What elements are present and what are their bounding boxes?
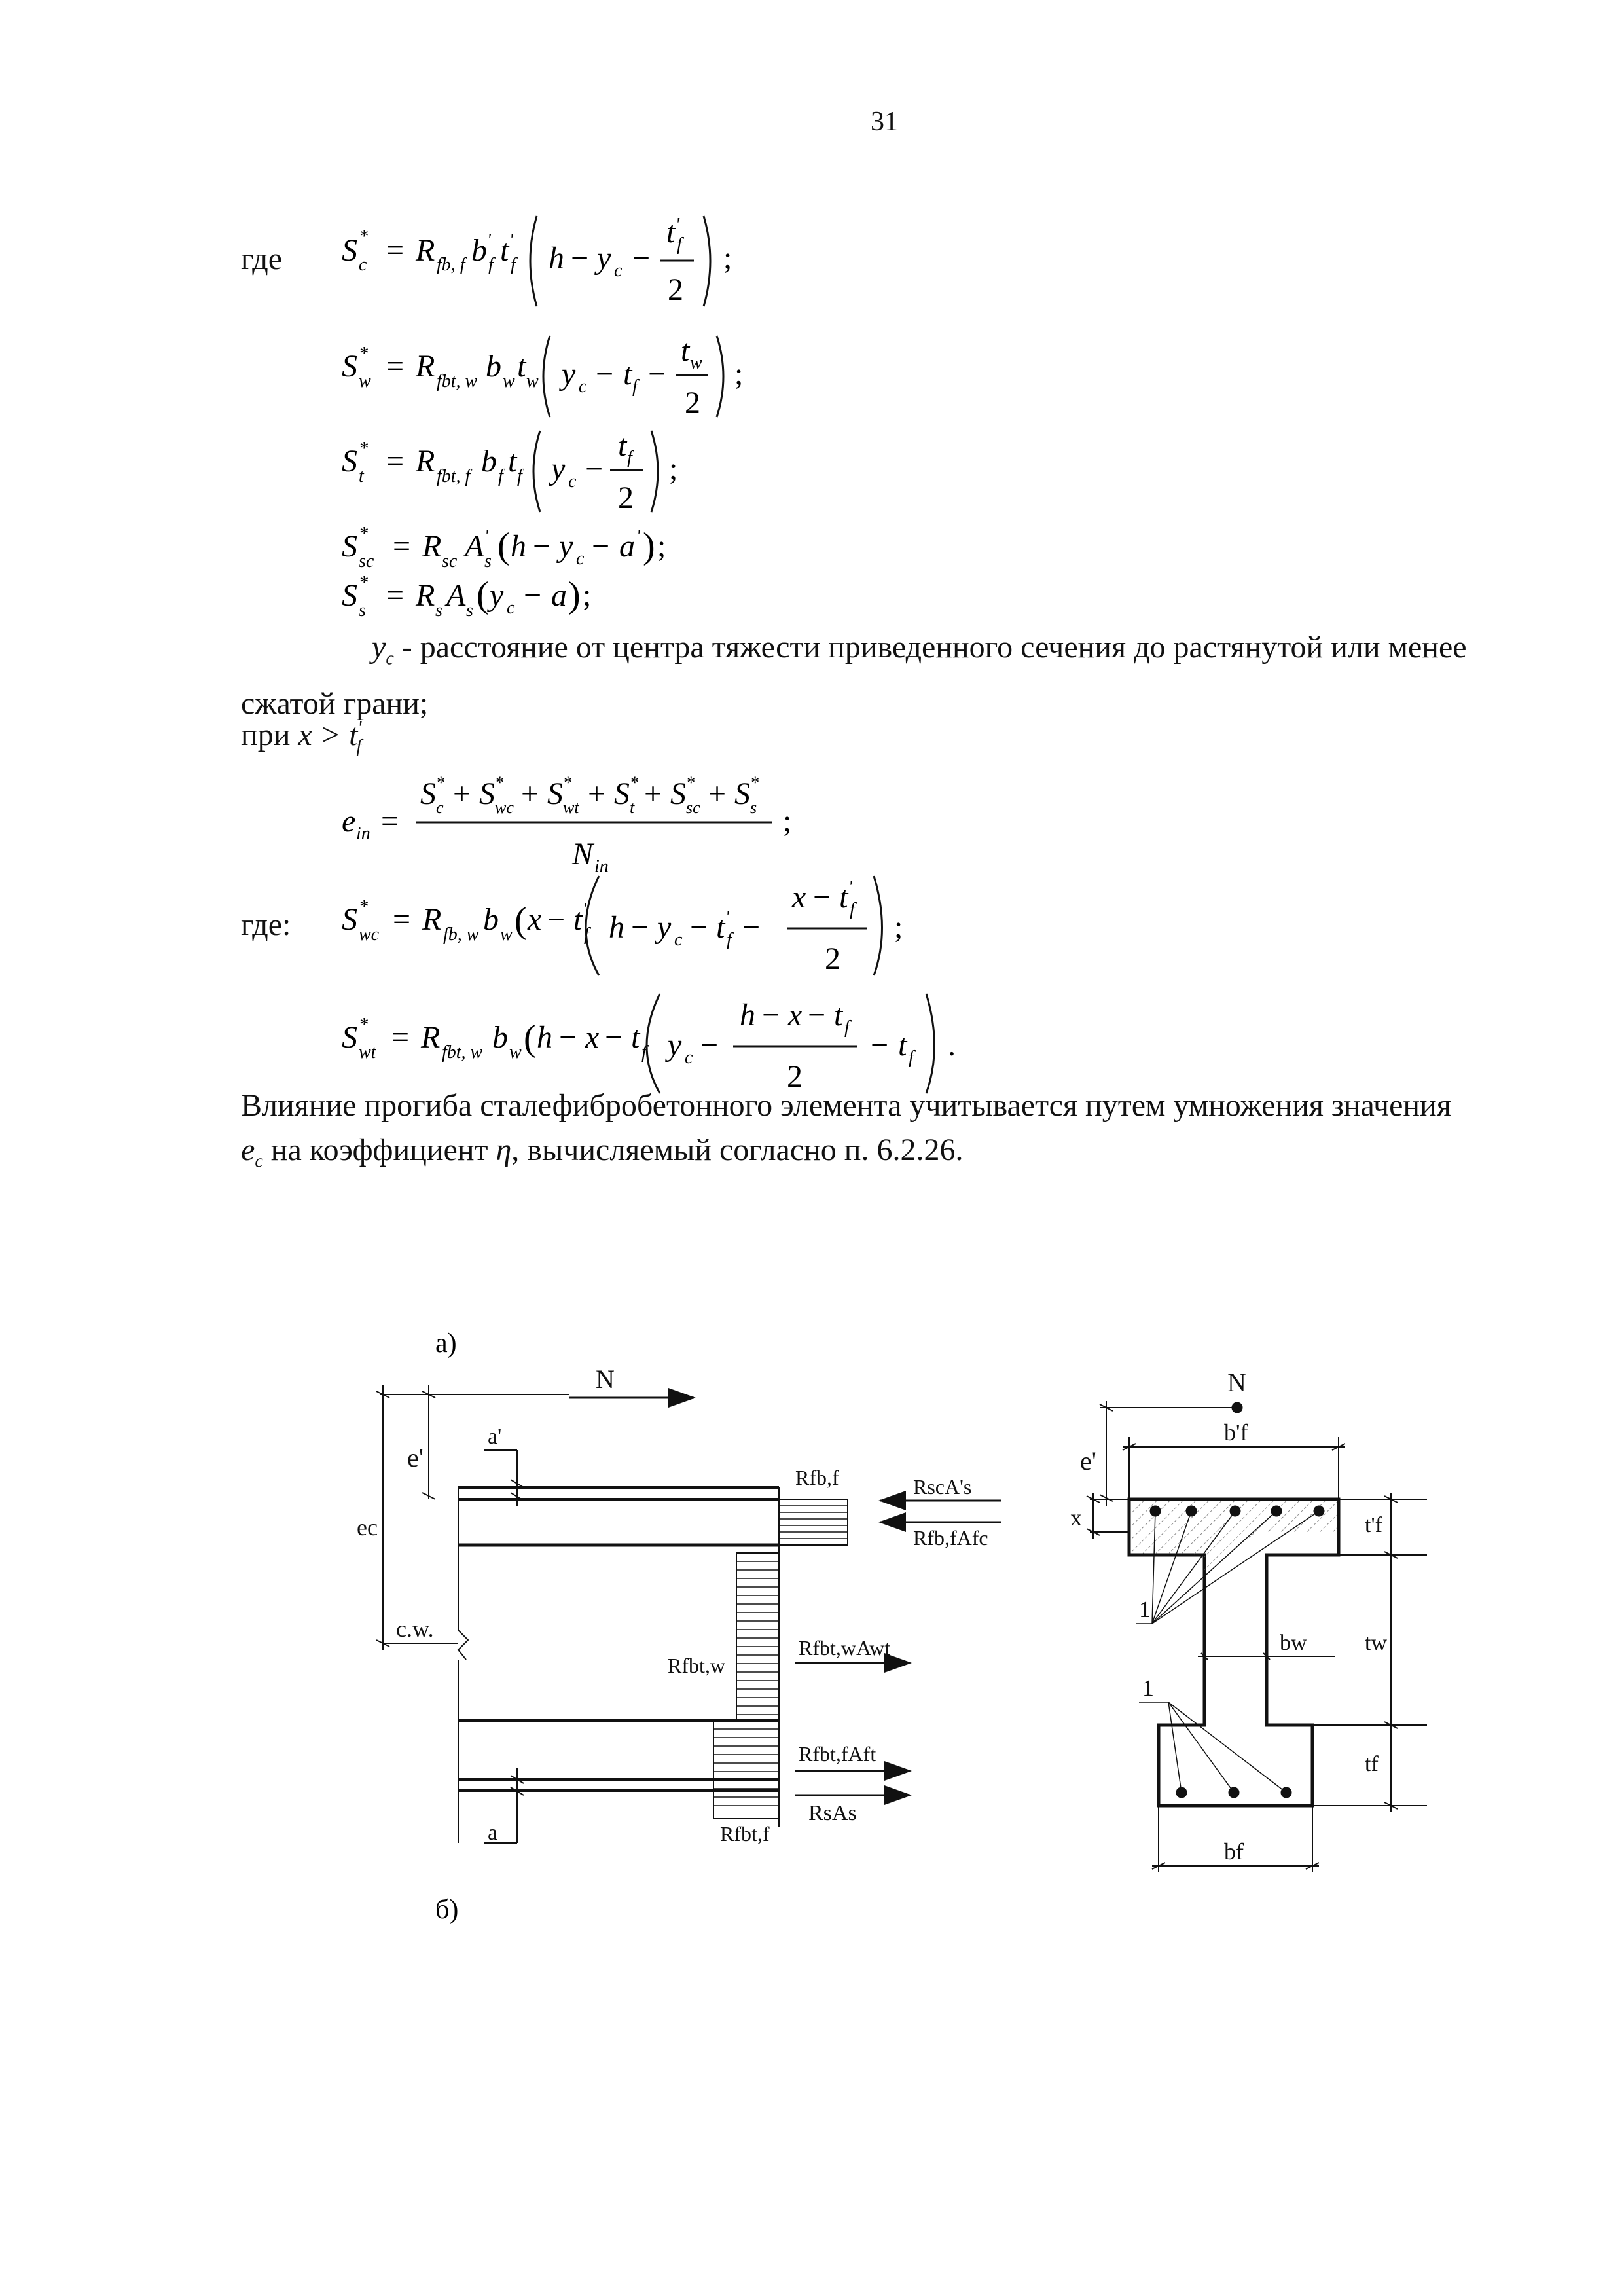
svg-text:S: S <box>342 233 357 268</box>
where-label: где: <box>241 907 291 942</box>
svg-text:−: − <box>813 880 831 915</box>
svg-text:.: . <box>948 1028 956 1063</box>
svg-text:−: − <box>533 529 551 564</box>
svg-text:(: ( <box>497 526 510 566</box>
svg-text:R: R <box>422 902 442 937</box>
svg-text:*: * <box>359 573 368 593</box>
label-tf: tf <box>1365 1752 1379 1776</box>
label-callout-1-top: 1 <box>1139 1596 1151 1622</box>
svg-text:A: A <box>465 529 484 564</box>
svg-text:in: in <box>594 856 609 877</box>
svg-text:fb, f: fb, f <box>437 255 465 275</box>
svg-text:2: 2 <box>668 272 683 307</box>
svg-text:R: R <box>416 349 435 384</box>
label-cw: c.w. <box>396 1616 434 1642</box>
label-callout-1-bottom: 1 <box>1142 1675 1154 1701</box>
label-a: a <box>488 1821 498 1845</box>
svg-text:': ' <box>848 877 852 898</box>
svg-text:S: S <box>614 776 630 811</box>
svg-text:y: y <box>562 357 576 392</box>
svg-text:−: − <box>605 1020 623 1055</box>
svg-text:h: h <box>609 910 624 945</box>
svg-text:−: − <box>700 1028 719 1063</box>
svg-text:x: x <box>528 902 542 937</box>
svg-text:S: S <box>342 578 357 613</box>
label-N-right: N <box>1227 1368 1246 1397</box>
svg-text:=: = <box>393 529 411 564</box>
svg-text:s: s <box>359 600 366 621</box>
svg-text:−: − <box>524 578 542 613</box>
svg-text:x: x <box>788 998 803 1032</box>
svg-text:*: * <box>495 773 503 792</box>
svg-text:*: * <box>750 773 759 792</box>
svg-text:S: S <box>547 776 563 811</box>
svg-text:S: S <box>734 776 750 811</box>
yc-definition: $y_c$ - расстояние от центра тяжести приведенного сечения до растянутой или менее сжатой грани; <box>241 630 1467 721</box>
svg-text:R: R <box>416 233 435 268</box>
svg-text:−: − <box>631 910 649 945</box>
svg-text:fbt, f: fbt, f <box>437 466 471 486</box>
svg-text:*: * <box>359 439 368 459</box>
label-e-prime: e' <box>407 1443 424 1472</box>
svg-text:2: 2 <box>787 1059 803 1094</box>
svg-text:f: f <box>909 1048 914 1068</box>
svg-text:': ' <box>636 526 640 547</box>
svg-text:w: w <box>359 371 371 392</box>
svg-text:t: t <box>508 444 517 479</box>
svg-text:w: w <box>503 371 515 392</box>
svg-text:;: ; <box>894 910 903 945</box>
svg-text:t: t <box>898 1028 907 1063</box>
svg-text:=: = <box>393 902 411 937</box>
svg-text:a: a <box>551 578 567 613</box>
svg-text:e: e <box>342 804 356 839</box>
svg-text:=: = <box>391 1020 410 1055</box>
svg-text:y: y <box>657 910 672 945</box>
svg-text:fbt, w: fbt, w <box>442 1042 483 1063</box>
svg-text:−: − <box>690 910 708 945</box>
svg-text:+: + <box>453 776 471 811</box>
svg-text:t: t <box>500 233 509 268</box>
svg-text:t: t <box>839 880 848 915</box>
svg-text:s: s <box>435 600 442 621</box>
influence-paragraph: Влияние прогиба сталефибробетонного элемента учитывается путем умножения значения $e_c$ на коэффициент η, вычисляемый согласно п. 6.2.26. <box>241 1088 1451 1172</box>
figure-label-a: а) <box>435 1328 457 1358</box>
svg-text:S: S <box>342 349 357 384</box>
svg-text:=: = <box>386 578 405 613</box>
svg-text:in: in <box>356 824 370 844</box>
svg-text:−: − <box>592 529 610 564</box>
svg-text:f: f <box>498 466 503 486</box>
svg-text:*: * <box>630 773 638 792</box>
svg-text:w: w <box>526 371 539 392</box>
svg-text:): ) <box>643 526 655 566</box>
svg-text:f: f <box>844 1017 850 1038</box>
svg-text:*: * <box>359 344 368 364</box>
svg-text:f: f <box>727 930 732 950</box>
svg-text:−: − <box>742 910 761 945</box>
svg-text:+: + <box>708 776 727 811</box>
svg-text:N: N <box>572 837 594 871</box>
svg-text:R: R <box>422 529 442 564</box>
svg-text:t: t <box>630 798 635 817</box>
label-a-prime: a' <box>488 1425 502 1449</box>
svg-text:*: * <box>359 227 368 247</box>
label-Rfb-f: Rfb,f <box>795 1466 839 1489</box>
svg-text:): ) <box>568 575 581 615</box>
svg-text:h: h <box>511 529 526 564</box>
label-RfbfAfc: Rfb,fAfc <box>913 1526 988 1550</box>
svg-text:sc: sc <box>686 798 700 817</box>
svg-text:(: ( <box>477 575 489 615</box>
svg-text:fbt, w: fbt, w <box>437 371 478 392</box>
svg-text:x: x <box>792 880 806 915</box>
svg-text:;: ; <box>583 578 592 613</box>
label-bf: bf <box>1224 1838 1244 1865</box>
svg-text:=: = <box>386 233 405 268</box>
svg-text:s: s <box>750 798 757 817</box>
svg-text:;: ; <box>669 452 678 486</box>
svg-text:': ' <box>484 526 488 547</box>
svg-text:f: f <box>488 255 494 275</box>
svg-text:+: + <box>521 776 539 811</box>
svg-text:h: h <box>537 1020 552 1055</box>
svg-text:wc: wc <box>495 798 514 817</box>
svg-text:S: S <box>342 444 357 479</box>
condition-line: при $x > t'_f$ <box>241 718 362 757</box>
svg-text:c: c <box>568 471 577 492</box>
svg-text:a: a <box>619 529 635 564</box>
svg-text:b: b <box>492 1020 508 1055</box>
svg-text:y: y <box>551 452 566 486</box>
svg-text:b: b <box>486 349 501 384</box>
svg-text:f: f <box>677 234 682 255</box>
svg-text:*: * <box>686 773 695 792</box>
svg-text:c: c <box>685 1048 693 1068</box>
label-bf-prime: b'f <box>1224 1419 1248 1446</box>
label-N: N <box>596 1364 615 1394</box>
svg-text:t: t <box>834 998 843 1032</box>
svg-text:*: * <box>359 524 368 544</box>
svg-text:c: c <box>436 798 444 817</box>
svg-text:t: t <box>631 1020 640 1055</box>
label-bw: bw <box>1280 1631 1307 1655</box>
svg-text:w: w <box>690 353 702 373</box>
svg-text:t: t <box>681 333 690 368</box>
svg-text:wt: wt <box>359 1042 376 1063</box>
svg-text:+: + <box>588 776 606 811</box>
svg-text:': ' <box>725 907 729 928</box>
svg-text:t: t <box>618 428 627 463</box>
svg-text:S: S <box>420 776 436 811</box>
svg-text:c: c <box>614 261 623 281</box>
svg-text:h: h <box>740 998 755 1032</box>
svg-text:t: t <box>623 357 632 392</box>
svg-text:y: y <box>597 241 611 276</box>
svg-text:wc: wc <box>359 924 380 945</box>
label-tw: tw <box>1365 1631 1387 1655</box>
svg-text:f: f <box>517 466 522 486</box>
svg-text:S: S <box>479 776 495 811</box>
svg-text:t: t <box>666 215 676 249</box>
label-e-prime-right: e' <box>1080 1446 1096 1476</box>
longitudinal-section <box>376 1385 779 1843</box>
label-RsAs: RsAs <box>808 1801 857 1825</box>
svg-text:−: − <box>547 902 566 937</box>
svg-text:t: t <box>573 902 583 937</box>
svg-text:*: * <box>359 897 368 917</box>
svg-text:+: + <box>644 776 662 811</box>
svg-text:=: = <box>381 804 399 839</box>
svg-text:wt: wt <box>563 798 579 817</box>
svg-text:S: S <box>670 776 686 811</box>
svg-text:t: t <box>517 349 526 384</box>
svg-text:−: − <box>571 241 589 276</box>
svg-text:S: S <box>342 529 357 564</box>
svg-text:f: f <box>632 376 638 397</box>
svg-text:y: y <box>490 578 504 613</box>
svg-text:(: ( <box>524 1018 536 1059</box>
svg-text:R: R <box>416 578 435 613</box>
label-Rfbt-w: Rfbt,w <box>668 1654 725 1677</box>
svg-text:2: 2 <box>825 941 840 976</box>
figure-label-b: б) <box>435 1895 459 1925</box>
label-RfbtfAft: Rfbt,fAft <box>799 1742 876 1766</box>
svg-text:*: * <box>563 773 571 792</box>
svg-text:b: b <box>481 444 497 479</box>
svg-text:x: x <box>585 1020 600 1055</box>
svg-text:−: − <box>648 357 666 392</box>
svg-text:2: 2 <box>685 386 700 420</box>
svg-text:h: h <box>549 241 564 276</box>
svg-text:w: w <box>500 924 513 945</box>
svg-text:−: − <box>596 357 614 392</box>
svg-text:=: = <box>386 349 405 384</box>
svg-text:': ' <box>487 230 491 251</box>
svg-text:=: = <box>386 444 405 479</box>
svg-text:S: S <box>342 902 357 937</box>
svg-text:;: ; <box>657 529 666 564</box>
where-label: где <box>241 242 283 276</box>
svg-text:c: c <box>507 598 515 618</box>
svg-text:A: A <box>446 578 466 613</box>
svg-text:t: t <box>716 910 725 945</box>
svg-text:−: − <box>585 452 604 486</box>
svg-text:f: f <box>584 924 589 945</box>
svg-text:−: − <box>871 1028 889 1063</box>
svg-text:*: * <box>359 1015 368 1035</box>
svg-text:*: * <box>436 773 444 792</box>
svg-text:': ' <box>583 900 586 920</box>
svg-text:−: − <box>808 998 826 1032</box>
svg-text:f: f <box>850 900 855 920</box>
svg-text:R: R <box>416 444 435 479</box>
svg-text:2: 2 <box>618 481 634 515</box>
svg-text:t: t <box>359 466 364 486</box>
label-RfbtwAwt: Rfbt,wAwt <box>799 1636 891 1660</box>
svg-text:': ' <box>509 230 513 251</box>
svg-text:;: ; <box>783 804 792 839</box>
svg-text:f: f <box>511 255 516 275</box>
label-x: x <box>1070 1504 1082 1531</box>
svg-text:R: R <box>421 1020 441 1055</box>
svg-text:(: ( <box>514 900 527 941</box>
svg-text:b: b <box>483 902 499 937</box>
svg-text:sc: sc <box>442 551 458 572</box>
svg-text:c: c <box>674 930 683 950</box>
svg-text:c: c <box>576 549 585 569</box>
svg-text:S: S <box>342 1020 357 1055</box>
svg-text:s: s <box>484 551 492 572</box>
svg-text:;: ; <box>734 357 744 392</box>
svg-text:−: − <box>762 998 780 1032</box>
page-number: 31 <box>871 107 898 137</box>
svg-text:y: y <box>668 1028 682 1063</box>
svg-text:y: y <box>559 529 573 564</box>
svg-text:−: − <box>559 1020 577 1055</box>
svg-text:s: s <box>466 600 473 621</box>
svg-text:;: ; <box>723 241 732 276</box>
svg-text:': ' <box>676 215 679 235</box>
svg-text:c: c <box>579 376 587 397</box>
label-tf-prime: t'f <box>1365 1513 1382 1537</box>
svg-text:b: b <box>471 233 487 268</box>
svg-text:sc: sc <box>359 551 374 572</box>
svg-text:f: f <box>627 448 632 468</box>
svg-text:c: c <box>359 255 367 275</box>
label-ec: ec <box>357 1514 378 1540</box>
svg-text:f: f <box>641 1042 647 1063</box>
label-Rfbt-f: Rfbt,f <box>720 1822 770 1846</box>
svg-text:w: w <box>509 1042 522 1063</box>
svg-text:−: − <box>632 241 651 276</box>
label-RscAs: RscA's <box>913 1475 972 1499</box>
svg-text:fb, w: fb, w <box>443 924 479 945</box>
